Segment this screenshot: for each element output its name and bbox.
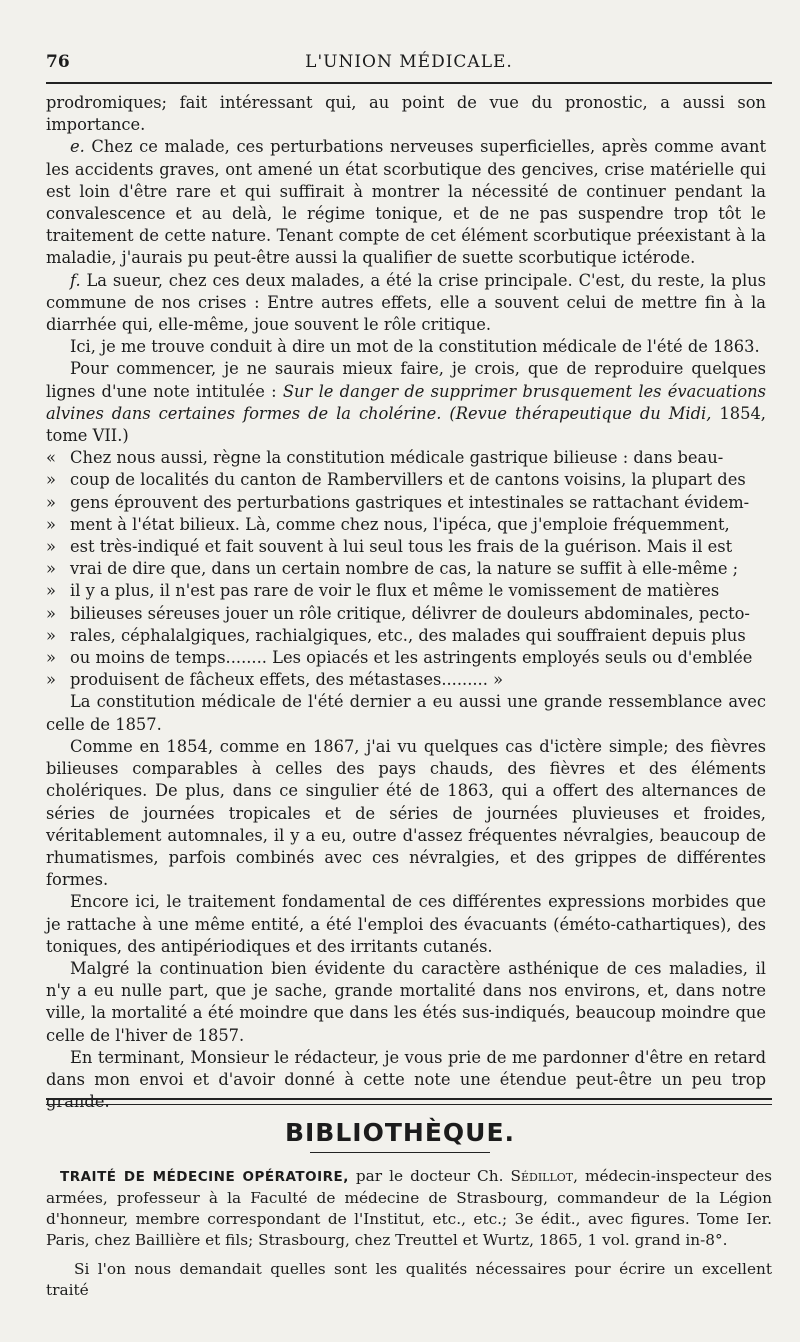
paragraph-f-label: f. bbox=[70, 270, 81, 290]
quotation-mark: » bbox=[46, 603, 56, 623]
quotation-line bbox=[46, 492, 766, 514]
quotation-mark: « bbox=[46, 448, 56, 468]
section-title-rule bbox=[310, 1152, 490, 1153]
header-rule bbox=[46, 82, 772, 84]
quotation-line bbox=[46, 469, 766, 491]
paragraph-constitution: Ici, je me trouve conduit à dire un mot de la constitution médicale de l'été de 1863. bbox=[70, 337, 760, 357]
quotation-mark: » bbox=[46, 648, 56, 668]
paragraph-prodromiques: prodromiques; fait intéressant qui, au point de vue du pronostic, a aussi son importance. bbox=[46, 93, 766, 135]
cited-note-title: Sur le danger de supprimer brusquement les évacuations alvines dans certaines formes de la cholérine. (Revue thérapeutique du Midi, bbox=[46, 381, 766, 423]
page-number: 76 bbox=[46, 52, 70, 72]
quotation-line-text: vrai de dire que, dans un certain nombre de cas, la nature se suffit à elle-même ; bbox=[70, 559, 739, 579]
quotation-mark: » bbox=[46, 470, 56, 490]
quotation-mark: » bbox=[46, 537, 56, 557]
page-header bbox=[46, 52, 772, 80]
paragraph-ete-dernier: La constitution médicale de l'été dernier a eu aussi une grande ressemblance avec celle de 1857. bbox=[46, 692, 766, 734]
entry-author: Sédillot bbox=[510, 1167, 574, 1185]
quotation-line-text: Chez nous aussi, règne la constitution médicale gastrique bilieuse : dans beau- bbox=[70, 448, 724, 468]
quotation-line-text: ment à l'état bilieux. Là, comme chez nous, l'ipéca, que j'emploie fréquemment, bbox=[70, 514, 730, 534]
bibliography-section bbox=[46, 1166, 772, 1301]
review-opening: Si l'on nous demandait quelles sont les qualités nécessaires pour écrire un excellent traité bbox=[46, 1260, 772, 1299]
quotation-line-text: coup de localités du canton de Rambervillers et de cantons voisins, la plupart des bbox=[70, 470, 746, 490]
article-body bbox=[46, 92, 766, 1113]
quotation-line bbox=[46, 447, 766, 469]
section-divider bbox=[46, 1098, 772, 1105]
quotation-line bbox=[46, 603, 766, 625]
quotation-mark: » bbox=[46, 625, 56, 645]
quotation-mark: » bbox=[46, 559, 56, 579]
paragraph-note-intro: Pour commencer, je ne saurais mieux faire, je crois, que de reproduire quelques lignes d'une note intitulée : bbox=[46, 359, 766, 401]
paragraph-e-label: e. bbox=[70, 137, 85, 157]
entry-title: TRAITÉ DE MÉDECINE OPÉRATOIRE, bbox=[60, 1169, 349, 1185]
quotation-line bbox=[46, 580, 766, 602]
quotation-line-text: ou moins de temps........ Les opiacés et les astringents employés seuls ou d'emblée bbox=[70, 648, 753, 668]
section-title: BIBLIOTHÈQUE. bbox=[284, 1118, 516, 1147]
quotation-line-text: il y a plus, il n'est pas rare de voir le flux et même le vomissement de matières bbox=[70, 581, 720, 601]
quotation-mark: » bbox=[46, 492, 56, 512]
paragraph-f-text: La sueur, chez ces deux malades, a été la crise principale. C'est, du reste, la plus commune de nos crises : Entre autres effets, elle a souvent celui de mettre fin à la diarrhée qui, elle-même, joue souvent le rôle critique. bbox=[46, 270, 766, 335]
paragraph-f bbox=[46, 270, 766, 337]
quotation-line bbox=[46, 647, 766, 669]
quotation-line-text: est très-indiqué et fait souvent à lui seul tous les frais de la guérison. Mais il est bbox=[70, 537, 733, 557]
quotation-mark: » bbox=[46, 514, 56, 534]
quotation-line bbox=[46, 669, 766, 691]
running-head: L'UNION MÉDICALE. bbox=[305, 52, 513, 72]
quotation-line-text: gens éprouvent des perturbations gastriques et intestinales se rattachant évidem- bbox=[70, 492, 750, 512]
bibliography-entry bbox=[46, 1166, 772, 1251]
quotation-line bbox=[46, 514, 766, 536]
paragraph-note-ref: 1854, tome VII.) bbox=[46, 403, 766, 446]
quotation-line-text: rales, céphalalgiques, rachialgiques, etc., des malades qui souffraient depuis plus bbox=[70, 625, 746, 645]
quotation-line bbox=[46, 558, 766, 580]
quotation-line bbox=[46, 536, 766, 558]
paragraph-note bbox=[46, 358, 766, 447]
paragraph-e bbox=[46, 136, 766, 269]
quotation-mark: » bbox=[46, 581, 56, 601]
paragraph-encore-ici: Encore ici, le traitement fondamental de ces différentes expressions morbides que je rattache à une même entité, a été l'emploi des évacuants (éméto-cathartiques), des toniques, des antipériodiques et des irritants cutanés. bbox=[46, 892, 766, 956]
quotation-line bbox=[46, 625, 766, 647]
quotation-line-text: produisent de fâcheux effets, des métastases......... » bbox=[70, 670, 504, 690]
paragraph-malgre: Malgré la continuation bien évidente du caractère asthénique de ces maladies, il n'y a eu nulle part, que je sache, grande mortalité dans nos environs, et, dans notre ville, la mortalité a été moindre que dans les étés sus-indiqués, beaucoup moindre que celle de l'hiver de 1857. bbox=[46, 958, 766, 1045]
paragraph-en-terminant: En terminant, Monsieur le rédacteur, je vous prie de me pardonner d'être en retard dans mon envoi et d'avoir donné à cette note une étendue peut-être un peu trop grande. bbox=[46, 1047, 766, 1112]
quotation-line-text: bilieuses séreuses jouer un rôle critique, délivrer de douleurs abdominales, pecto- bbox=[70, 603, 750, 623]
paragraph-comme-en-1854: Comme en 1854, comme en 1867, j'ai vu quelques cas d'ictère simple; des fièvres bilieuses comparables à celles des pays chauds, des fièvres et des éléments cholériques. De plus, dans ce singulier été de 1863, qui a offert des alternances de séries de journées tropicales et de séries de journées pluvieuses et froides, véritablement automnales, il y a eu, outre d'assez fréquentes névralgies, beaucoup de rhumatismes, parfois combinés avec ces névralgies, et des grippes de différentes formes. bbox=[46, 736, 766, 890]
entry-details: , médecin-inspecteur des armées, professeur à la Faculté de médecine de Strasbourg, commandeur de la Légion d'honneur, membre correspondant de l'Institut, etc., etc.; 3e édit., avec figures. Tome Ier. Paris, chez Baillière et fils; Strasbourg, chez Treuttel et Wurtz, 1865, 1 vol. grand in-8°. bbox=[46, 1167, 772, 1249]
entry-by: par le docteur Ch. bbox=[348, 1167, 511, 1185]
quotation-block bbox=[46, 447, 766, 691]
paragraph-e-text: Chez ce malade, ces perturbations nerveuses superficielles, après comme avant les accidents graves, ont amené un état scorbutique des gencives, crise matérielle qui est loin d'être rare et qui suffirait à montrer la nécessité de continuer pendant la convalescence et au delà, le régime tonique, et de ne pas suspendre trop tôt le traitement de cette nature. Tenant compte de cet élément scorbutique préexistant à la maladie, j'aurais pu peut-être aussi la qualifier de suette scorbutique ictérode. bbox=[46, 137, 766, 268]
quotation-mark: » bbox=[46, 670, 56, 690]
